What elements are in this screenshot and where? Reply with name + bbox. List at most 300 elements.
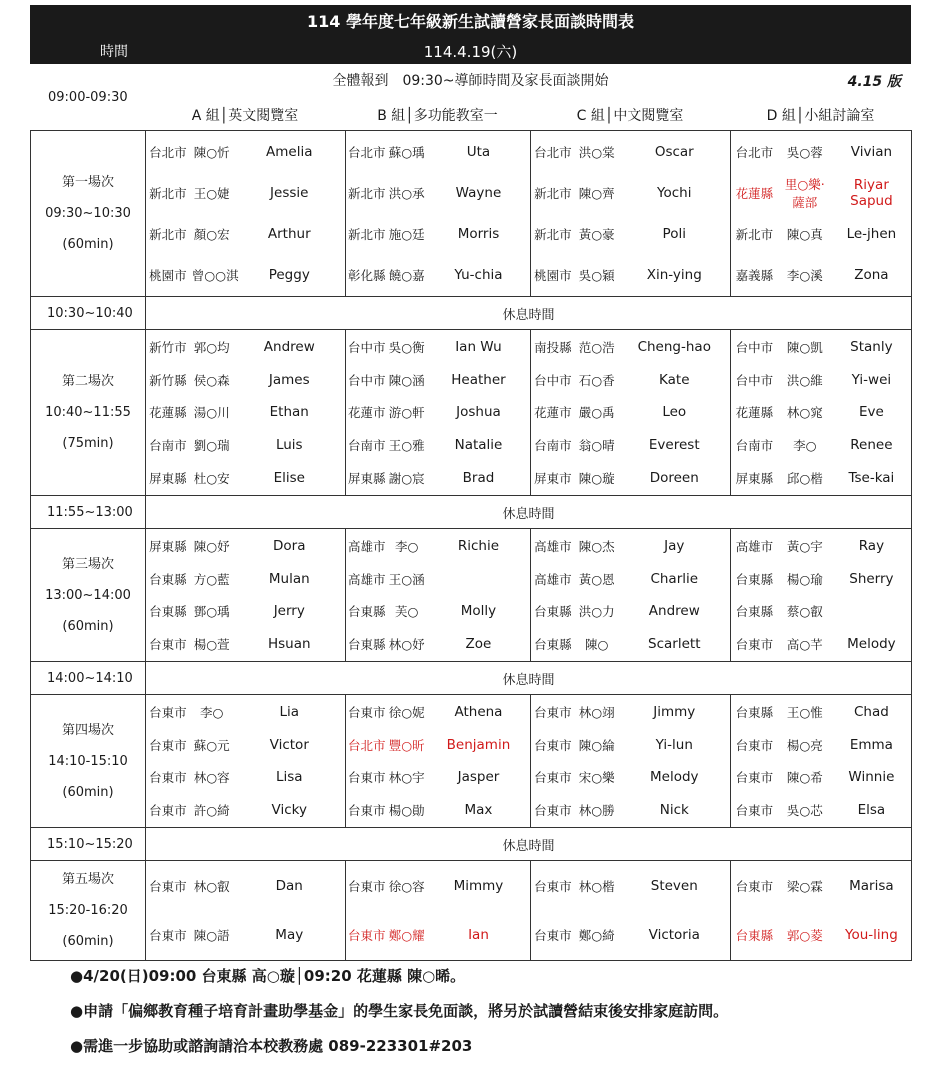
note-item: ●4/20(日)09:00 台東縣 高○璇│09:20 花蓮縣 陳○晞。 — [70, 967, 466, 985]
student-city: 屏東市 — [534, 471, 572, 487]
student-student: 陳○希 — [786, 770, 823, 786]
student-student: 陳○綸 — [578, 737, 615, 753]
student-name: May — [275, 927, 304, 943]
break-row — [31, 297, 912, 330]
student-row — [346, 429, 530, 462]
student-row — [346, 794, 530, 827]
note-item: ●需進一步協助或諮詢請洽本校教務處 089-223301#203 — [70, 1037, 473, 1055]
student-row — [531, 132, 730, 173]
student-city: 台東市 — [149, 704, 187, 720]
student-row — [731, 911, 911, 960]
student-name: Jerry — [273, 603, 305, 620]
student-city: 屏東縣 — [149, 538, 187, 554]
student-name: Winnie — [848, 769, 895, 786]
student-city: 台東市 — [348, 928, 386, 943]
student-name: Jasper — [457, 769, 500, 786]
student-student: 林○容 — [193, 770, 230, 786]
student-name: Lia — [279, 703, 300, 720]
student-row — [146, 363, 345, 396]
student-student: 方○藍 — [193, 571, 230, 587]
student-student: 郭○均 — [193, 339, 230, 355]
group-a-cell — [146, 330, 346, 496]
student-city: 台東市 — [348, 770, 386, 786]
student-name: Luis — [275, 437, 303, 454]
student-student: 洪○承 — [388, 186, 425, 201]
student-row — [731, 429, 911, 462]
student-name: Natalie — [454, 437, 503, 454]
student-name: Ethan — [269, 404, 309, 421]
group-header-b: B 組│多功能教室一 — [377, 108, 498, 124]
student-student: 游○軒 — [388, 405, 425, 421]
student-name: Oscar — [654, 144, 694, 160]
schedule-table — [30, 130, 912, 961]
session-duration: (60min) — [62, 237, 114, 252]
notes — [70, 965, 910, 1070]
student-student: 李○ — [793, 438, 817, 454]
student-student: 楊○亮 — [786, 737, 823, 753]
student-row — [731, 530, 911, 563]
student-city: 台東市 — [534, 737, 572, 753]
student-city: 南投縣 — [534, 339, 572, 355]
student-row — [146, 562, 345, 595]
student-city: 新北市 — [149, 227, 187, 242]
student-city: 新北市 — [348, 186, 386, 201]
student-row — [531, 696, 730, 729]
student-row — [146, 696, 345, 729]
student-name: Joshua — [456, 404, 501, 421]
student-city: 台南市 — [735, 438, 774, 454]
session-slot — [31, 695, 146, 828]
student-city: 桃園市 — [534, 268, 572, 283]
student-student: 梁○霖 — [786, 879, 823, 894]
break-time: 11:55~13:00 — [31, 496, 146, 529]
student-city: 屏東縣 — [735, 471, 774, 487]
student-row — [346, 530, 530, 563]
student-name — [427, 562, 530, 595]
student-row — [346, 396, 530, 429]
student-city: 台北市 — [534, 145, 572, 160]
student-row — [731, 331, 911, 364]
student-row — [346, 363, 530, 396]
session-label: 第五場次 — [61, 872, 114, 887]
student-row — [146, 862, 345, 911]
group-b-cell — [346, 529, 531, 662]
student-row — [531, 255, 730, 296]
student-row — [531, 862, 730, 911]
student-name: Wayne — [455, 185, 502, 201]
student-row — [146, 761, 345, 794]
student-student: 許○綺 — [193, 803, 230, 819]
student-name: Andrew — [648, 603, 700, 620]
student-city: 台東縣 — [735, 704, 774, 720]
student-city: 台東縣 — [534, 637, 572, 653]
student-name: Vivian — [850, 144, 893, 160]
student-city: 台東市 — [149, 637, 187, 653]
student-student: 劉○瑞 — [193, 438, 230, 454]
student-row — [531, 595, 730, 628]
student-student: 鄧○瑀 — [193, 604, 230, 620]
student-name: Victoria — [648, 927, 700, 943]
break-row — [31, 828, 912, 861]
student-name: Zoe — [465, 636, 492, 653]
student-student: 吳○穎 — [578, 268, 615, 283]
student-name: Lisa — [275, 769, 303, 786]
student-name: Cheng-hao — [637, 338, 711, 355]
session-duration: (60min) — [62, 784, 114, 800]
group-c-cell — [531, 695, 731, 828]
group-c-cell — [531, 861, 731, 961]
student-name: Doreen — [649, 470, 699, 487]
student-name: Morris — [457, 226, 500, 242]
student-city: 高雄市 — [348, 538, 386, 554]
student-city: 新竹市 — [149, 339, 187, 355]
student-student: 黃○恩 — [578, 571, 615, 587]
student-row — [146, 462, 345, 495]
student-student: 侯○森 — [193, 372, 230, 388]
student-row — [346, 911, 530, 960]
session-slot — [31, 861, 146, 961]
session-time: 10:40~11:55 — [45, 405, 131, 420]
session-row — [31, 131, 912, 297]
session-row — [31, 861, 912, 961]
session-duration: (60min) — [62, 934, 114, 949]
group-b-cell — [346, 695, 531, 828]
student-student: 高○芊 — [786, 637, 823, 653]
student-city: 花蓮市 — [348, 405, 386, 421]
student-city: 台東市 — [735, 770, 774, 786]
student-name: Eve — [858, 404, 884, 421]
student-city: 台中市 — [735, 372, 774, 388]
group-c-cell — [531, 529, 731, 662]
student-city: 高雄市 — [735, 538, 774, 554]
student-student: 王○涵 — [388, 571, 425, 587]
session-label: 第一場次 — [61, 175, 114, 190]
student-row — [531, 562, 730, 595]
student-student: 陳○ — [584, 637, 609, 653]
student-city: 台東市 — [149, 770, 187, 786]
student-city: 台東市 — [149, 928, 187, 943]
student-city: 台北市 — [348, 145, 386, 160]
student-student: 林○楷 — [578, 879, 615, 894]
group-header-a: A 組│英文閱覽室 — [191, 108, 299, 124]
break-time: 14:00~14:10 — [31, 662, 146, 695]
student-name: Uta — [466, 144, 491, 160]
student-row — [531, 728, 730, 761]
student-name: Molly — [460, 603, 497, 620]
student-row — [731, 761, 911, 794]
student-name: You-ling — [845, 927, 898, 943]
student-name: Mimmy — [453, 878, 504, 894]
student-city: 台南市 — [149, 438, 187, 454]
student-name: Emma — [849, 736, 893, 753]
student-name: Brad — [462, 470, 495, 487]
student-name: Hsuan — [267, 636, 311, 653]
student-row — [346, 761, 530, 794]
student-city: 台東市 — [735, 879, 774, 894]
student-name: Xin-ying — [646, 267, 702, 283]
student-city: 台東市 — [149, 879, 187, 894]
student-student: 吳○芯 — [786, 803, 823, 819]
student-student: 蘇○元 — [193, 737, 230, 753]
student-name: Peggy — [268, 267, 310, 283]
student-row — [346, 331, 530, 364]
break-row — [31, 496, 912, 529]
student-student: 里○樂‧薩部 — [784, 177, 825, 210]
student-name: Chad — [853, 703, 889, 720]
student-name: Yu-chia — [454, 267, 503, 283]
student-student: 陳○涵 — [388, 372, 425, 388]
session-time: 13:00~14:00 — [45, 587, 131, 603]
student-city: 台東縣 — [149, 604, 187, 620]
student-name: Max — [464, 802, 493, 819]
student-row — [531, 794, 730, 827]
student-row — [731, 628, 911, 661]
student-row — [531, 429, 730, 462]
session-label: 第四場次 — [61, 722, 114, 738]
student-row — [146, 911, 345, 960]
student-city: 台東市 — [735, 803, 774, 819]
student-student: 黃○宇 — [786, 538, 823, 554]
student-city: 嘉義縣 — [735, 268, 774, 283]
session-row — [31, 330, 912, 496]
student-city: 花蓮縣 — [735, 405, 774, 421]
student-city: 台東市 — [534, 770, 572, 786]
student-student: 王○雅 — [388, 438, 425, 454]
version-label: 4.15 版 — [847, 74, 901, 90]
student-name: Vicky — [271, 802, 307, 819]
session-slot — [31, 529, 146, 662]
student-city: 台東縣 — [534, 604, 572, 620]
student-row — [146, 214, 345, 255]
student-name: Leo — [662, 404, 687, 421]
student-student: 王○惟 — [786, 704, 823, 720]
student-student: 湯○川 — [193, 405, 230, 421]
student-student: 徐○妮 — [388, 704, 425, 720]
student-name: Poli — [662, 226, 686, 242]
student-city: 台北市 — [735, 145, 774, 160]
student-name: Kate — [659, 371, 690, 388]
page-title: 114 學年度七年級新生試讀營家長面談時間表 — [307, 12, 634, 31]
group-a-cell — [146, 861, 346, 961]
student-row — [531, 761, 730, 794]
group-a-cell — [146, 529, 346, 662]
student-city: 台東市 — [735, 637, 774, 653]
student-student: 林○叡 — [193, 879, 230, 894]
student-city: 屏東縣 — [348, 471, 386, 487]
student-city: 台東縣 — [348, 604, 386, 620]
student-row — [346, 595, 530, 628]
student-student: 蘇○瑀 — [388, 145, 425, 160]
student-student: 陳○真 — [786, 227, 823, 242]
session-duration: (60min) — [62, 618, 114, 634]
student-row — [146, 794, 345, 827]
student-row — [146, 595, 345, 628]
student-row — [146, 429, 345, 462]
student-name — [832, 595, 911, 628]
student-name: Stanly — [850, 338, 893, 355]
student-row — [531, 331, 730, 364]
student-row — [531, 173, 730, 214]
student-name: Renee — [850, 437, 893, 454]
student-student: 石○香 — [578, 372, 615, 388]
student-city: 台中市 — [735, 339, 774, 355]
student-row — [731, 862, 911, 911]
student-city: 台東縣 — [149, 571, 187, 587]
student-student: 陳○齊 — [578, 186, 615, 201]
student-student: 林○妤 — [388, 637, 425, 653]
student-student: 陳○忻 — [193, 145, 230, 160]
student-student: 陳○璇 — [578, 471, 615, 487]
student-student: 陳○杰 — [578, 538, 615, 554]
break-row — [31, 662, 912, 695]
student-row — [531, 462, 730, 495]
student-row — [731, 173, 911, 214]
student-name: James — [268, 371, 310, 388]
student-row — [531, 363, 730, 396]
group-b-cell — [346, 861, 531, 961]
student-student: 顏○宏 — [193, 227, 230, 242]
group-c-cell — [531, 131, 731, 297]
student-city: 台東市 — [348, 803, 386, 819]
student-row — [146, 728, 345, 761]
student-row — [346, 628, 530, 661]
student-student: 曾○○淇 — [191, 268, 239, 283]
student-student: 吳○衡 — [388, 339, 425, 355]
session-row — [31, 529, 912, 662]
student-row — [731, 562, 911, 595]
student-student: 王○婕 — [193, 186, 230, 201]
student-name: Jessie — [270, 185, 309, 201]
student-name: Andrew — [263, 338, 315, 355]
student-student: 芙○ — [394, 604, 419, 620]
student-row — [346, 862, 530, 911]
student-row — [531, 530, 730, 563]
session-row — [31, 695, 912, 828]
student-row — [731, 396, 911, 429]
student-city: 台東市 — [348, 879, 386, 894]
student-name: Riyar Sapud — [850, 177, 893, 209]
student-student: 林○勝 — [578, 803, 615, 819]
student-city: 新北市 — [534, 227, 572, 242]
student-row — [731, 255, 911, 296]
student-name: Jimmy — [653, 703, 696, 720]
note-item: ●申請「偏鄉教育種子培育計畫助學基金」的學生家長免面談，將另於試讀營結束後安排家庭訪問。 — [70, 1002, 729, 1020]
student-student: 陳○語 — [193, 928, 230, 943]
student-city: 台北市 — [348, 737, 386, 753]
student-city: 台東市 — [348, 704, 386, 720]
student-name: Ian Wu — [455, 338, 502, 355]
student-city: 台東市 — [735, 737, 774, 753]
student-city: 台南市 — [348, 438, 386, 454]
student-student: 黃○豪 — [578, 227, 615, 242]
student-row — [731, 132, 911, 173]
student-name: Heather — [451, 371, 506, 388]
student-city: 台東縣 — [735, 604, 774, 620]
session-time: 14:10-15:10 — [48, 753, 128, 769]
group-d-cell — [731, 131, 912, 297]
group-b-cell — [346, 330, 531, 496]
student-student: 施○廷 — [388, 227, 425, 242]
student-city: 花蓮市 — [534, 405, 572, 421]
student-city: 台東市 — [149, 737, 187, 753]
student-student: 邱○楷 — [786, 471, 823, 487]
student-student: 鄭○耀 — [388, 928, 425, 943]
student-row — [146, 173, 345, 214]
student-city: 桃園市 — [149, 268, 187, 283]
session-time: 09:30~10:30 — [45, 206, 131, 221]
break-time: 15:10~15:20 — [31, 828, 146, 861]
student-name: Melody — [650, 769, 699, 786]
student-student: 鄭○綺 — [578, 928, 615, 943]
student-name: Mulan — [268, 570, 310, 587]
group-a-cell — [146, 695, 346, 828]
event-date: 114.4.19(六) — [423, 43, 518, 61]
student-city: 高雄市 — [534, 571, 572, 587]
student-row — [731, 214, 911, 255]
student-name: Jay — [664, 537, 685, 554]
student-city: 新竹縣 — [149, 372, 187, 388]
student-name: Yi-wei — [851, 371, 892, 388]
student-city: 台東市 — [534, 928, 572, 943]
student-name: Elsa — [857, 802, 886, 819]
session-slot — [31, 131, 146, 297]
student-city: 高雄市 — [534, 538, 572, 554]
student-city: 新北市 — [348, 227, 386, 242]
student-row — [531, 214, 730, 255]
break-label: 休息時間 — [146, 662, 912, 695]
student-name: Benjamin — [446, 736, 511, 753]
student-city: 台東縣 — [348, 637, 386, 653]
student-row — [731, 462, 911, 495]
session-slot — [31, 330, 146, 496]
student-name: Charlie — [650, 570, 699, 587]
group-b-cell — [346, 131, 531, 297]
student-row — [531, 911, 730, 960]
group-header-c: C 組│中文閱覽室 — [576, 108, 684, 124]
student-row — [731, 696, 911, 729]
student-row — [531, 628, 730, 661]
student-name: Melody — [847, 636, 896, 653]
student-row — [146, 530, 345, 563]
student-student: 林○翊 — [578, 704, 615, 720]
student-name: Athena — [454, 703, 503, 720]
student-student: 林○宇 — [388, 770, 425, 786]
session-duration: (75min) — [62, 436, 114, 451]
student-row — [731, 595, 911, 628]
time-column-label: 時間 — [100, 44, 128, 60]
student-student: 陳○妤 — [193, 538, 230, 554]
student-row — [731, 728, 911, 761]
student-name: Dan — [275, 878, 303, 894]
session-time: 15:20-16:20 — [48, 903, 128, 918]
student-name: Yochi — [657, 185, 692, 201]
student-name: Zona — [854, 267, 889, 283]
student-name: Le-jhen — [846, 226, 897, 242]
student-name: Everest — [648, 437, 700, 454]
break-label: 休息時間 — [146, 297, 912, 330]
break-label: 休息時間 — [146, 496, 912, 529]
student-student: 楊○勛 — [388, 803, 425, 819]
student-city: 屏東縣 — [149, 471, 187, 487]
student-student: 李○ — [199, 704, 224, 720]
student-row — [146, 331, 345, 364]
student-row — [146, 628, 345, 661]
student-student: 郭○菱 — [786, 928, 823, 943]
student-city: 台中市 — [534, 372, 572, 388]
student-city: 台北市 — [149, 145, 187, 160]
student-student: 楊○瑜 — [786, 571, 823, 587]
student-name: Sherry — [849, 570, 894, 587]
